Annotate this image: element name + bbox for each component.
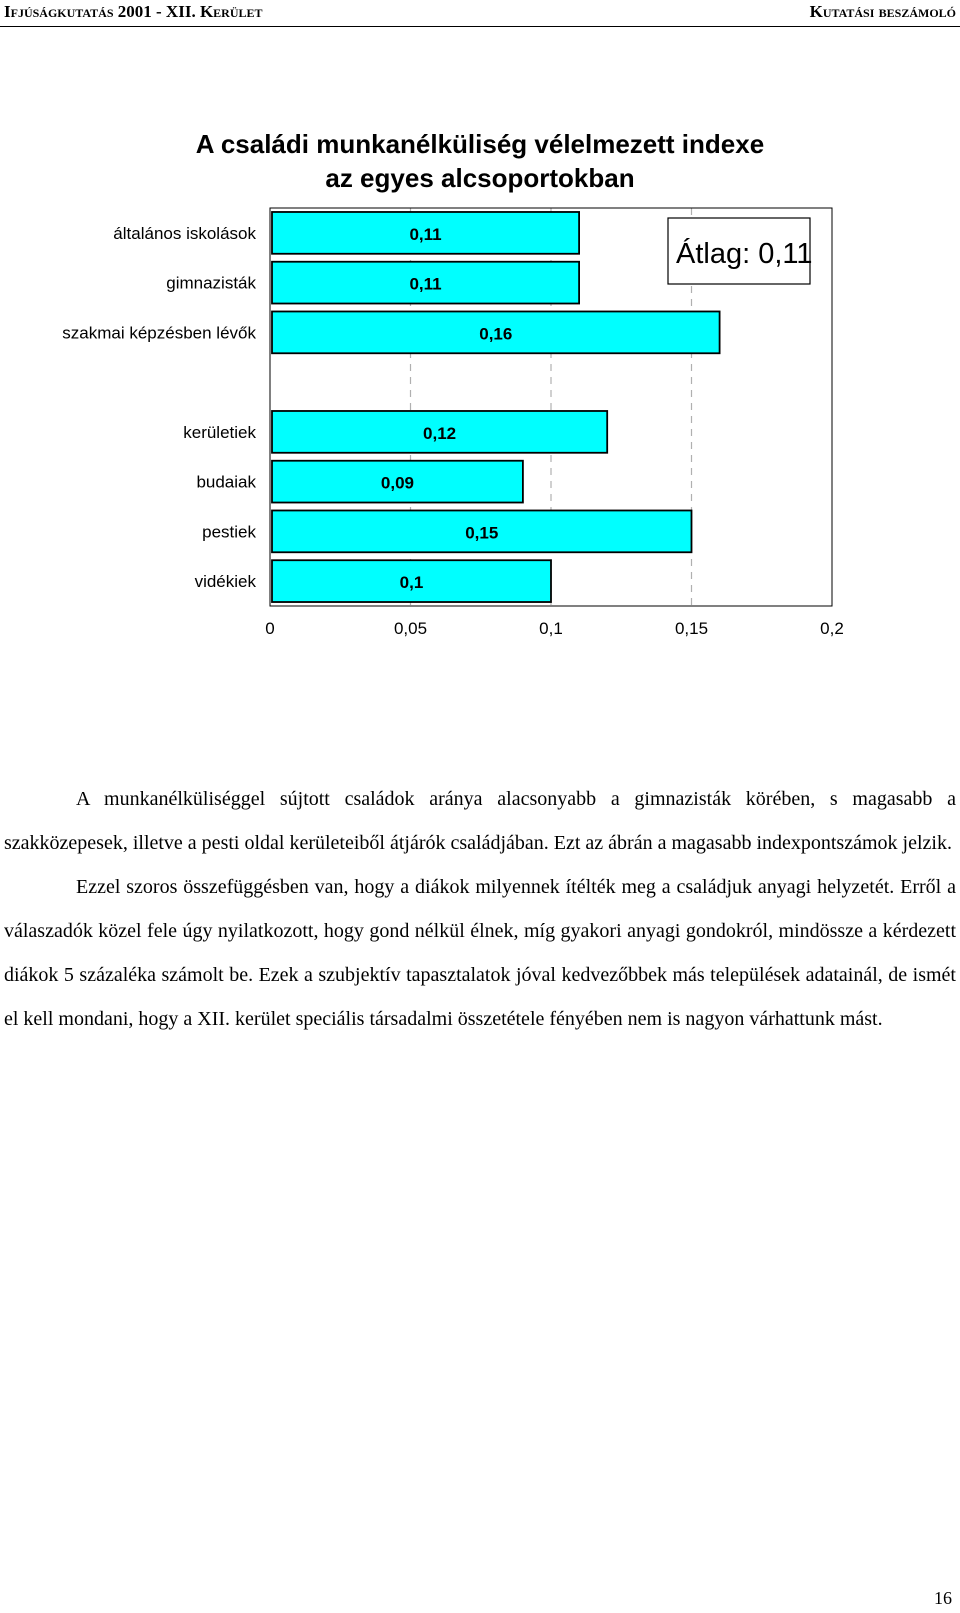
x-tick-label: 0,1	[539, 619, 563, 638]
x-tick-label: 0	[265, 619, 275, 638]
x-tick-label: 0,15	[674, 619, 709, 638]
data-label: 0,12	[423, 423, 457, 443]
chart-title	[0, 127, 960, 195]
data-label: 0,15	[465, 523, 499, 543]
data-label: 0,11	[409, 274, 442, 294]
data-label: 0,11	[409, 224, 442, 244]
paragraph-2: Ezzel szoros összefüggésben van, hogy a diákok milyennek ítélték meg a családjuk anyagi helyzetét. Erről a válaszadók közel fele úgy nyilatkozott, hogy gond nélkül élnek, míg gyakori anyagi gondokról, mindössze a kérdezett diákok 5 százaléka számolt be. Ezek a szubjektív tapasztalatok jóval kedvezőbbek más települések adatainál, de ismét el kell mondani, hogy a XII. kerület speciális társadalmi összetétele fényében nem is nagyon várhattunk mást.	[4, 876, 956, 1030]
x-tick-label: 0,05	[393, 619, 428, 638]
category-label: gimnazisták	[166, 273, 256, 293]
annotation-text: Átlag: 0,11	[676, 238, 813, 270]
chart-title-line-2: az egyes alcsoportokban	[325, 163, 635, 193]
data-label: 0,16	[479, 324, 513, 344]
paragraph-1: A munkanélküliséggel sújtott családok aránya alacsonyabb a gimnazisták körében, s magasabb a szakközepesek, illetve a pesti oldal kerületeiből átjárók családjában. Ezt az ábrán a magasabb indexpontszámok jelzik.	[4, 788, 956, 854]
data-label: 0,1	[399, 573, 424, 593]
body-text	[4, 777, 956, 1041]
category-label: pestiek	[202, 522, 256, 542]
category-label: vidékiek	[194, 572, 256, 592]
header-left-title: Ifjúságkutatás 2001 - XII. Kerület	[4, 2, 263, 21]
bar-chart	[0, 200, 960, 660]
category-label: szakmai képzésben lévők	[62, 323, 256, 343]
category-label: általános iskolások	[113, 223, 256, 243]
category-label: kerületiek	[183, 422, 256, 442]
data-label: 0,09	[380, 473, 414, 493]
page-header	[0, 0, 960, 27]
chart-title-line-1: A családi munkanélküliség vélelmezett indexe	[195, 129, 765, 159]
category-label: budaiak	[196, 472, 256, 492]
x-tick-label: 0,2	[820, 619, 844, 638]
page-number: 16	[934, 1588, 952, 1608]
header-right-title: Kutatási beszámoló	[809, 2, 956, 21]
